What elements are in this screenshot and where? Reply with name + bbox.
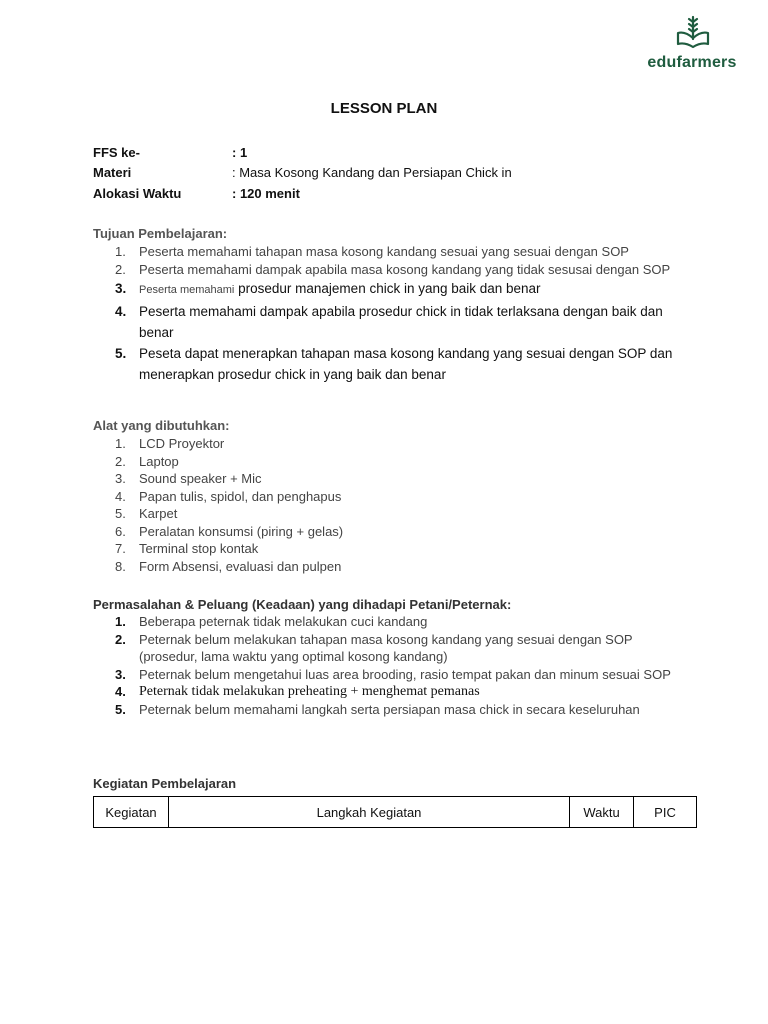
list-item: 2. Peserta memahami dampak apabila masa kosong kandang yang tidak sesusai dengan SOP: [115, 261, 671, 277]
list-item: 5. Karpet: [115, 506, 178, 521]
meta-value: : 1: [232, 145, 248, 160]
list-item: 1. LCD Proyektor: [115, 436, 225, 451]
list-item: 2. Laptop: [115, 453, 179, 469]
table-header-row: [94, 797, 697, 828]
book-wheat-icon: [675, 14, 711, 50]
list-item: 5. Peternak belum memahami langkah serta persiapan masa chick in secara keseluruhan: [115, 701, 640, 717]
list-item: 5. Peseta dapat menerapkan tahapan masa kosong kandang yang sesuai dengan SOP dan menerapkan prosedur chick in yang baik dan benar: [115, 346, 673, 382]
meta-key: Alokasi Waktu: [93, 186, 182, 201]
meta-value: : Masa Kosong Kandang dan Persiapan Chick in: [232, 165, 512, 180]
list-item: 4. Papan tulis, spidol, dan penghapus: [115, 488, 342, 504]
permasalahan-heading: Permasalahan & Peluang (Keadaan) yang dihadapi Petani/Peternak:: [93, 597, 512, 612]
meta-key: FFS ke-: [93, 145, 140, 160]
alat-list: [93, 435, 693, 575]
list-item: 4. Peserta memahami dampak apabila prosedur chick in tidak terlaksana dengan baik dan benar: [115, 304, 663, 340]
logo-text: edufarmers: [647, 54, 737, 71]
column-header: Langkah Kegiatan: [169, 797, 570, 828]
column-header: Waktu: [570, 797, 634, 828]
column-header: Kegiatan: [94, 797, 169, 828]
tujuan-heading: Tujuan Pembelajaran:: [93, 226, 228, 241]
list-item: 1. Peserta memahami tahapan masa kosong kandang sesuai yang sesuai dengan SOP: [115, 244, 629, 259]
column-header: PIC: [634, 797, 697, 828]
meta-key: Materi: [93, 165, 132, 180]
page-title: LESSON PLAN: [330, 100, 438, 117]
meta-value: : 120 menit: [232, 186, 300, 201]
list-item: 2. Peternak belum melakukan tahapan masa kosong kandang yang sesuai dengan SOP (prosedur, lama waktu yang optimal kosong kandang): [115, 631, 633, 664]
list-item: 6. Peralatan konsumsi (piring + gelas): [115, 523, 344, 539]
kegiatan-table: [93, 796, 697, 828]
kegiatan-heading: Kegiatan Pembelajaran: [93, 776, 237, 791]
tujuan-list: [93, 243, 693, 385]
list-item: 3. Peserta memahami prosedur manajemen chick in yang baik dan benar: [115, 281, 541, 296]
edufarmers-logo: [640, 14, 744, 76]
list-item: 8. Form Absensi, evaluasi dan pulpen: [115, 558, 342, 574]
list-item: 7. Terminal stop kontak: [115, 541, 259, 556]
alat-heading: Alat yang dibutuhkan:: [93, 418, 230, 433]
list-item: 4. Peternak tidak melakukan preheating + menghemat pemanas: [115, 684, 480, 699]
list-item: 1. Beberapa peternak tidak melakukan cuci kandang: [115, 614, 428, 629]
list-item: 3. Sound speaker + Mic: [115, 471, 262, 486]
list-item: 3. Peternak belum mengetahui luas area brooding, rasio tempat pakan dan minum sesuai SOP: [115, 666, 671, 682]
permasalahan-list: [93, 613, 693, 718]
